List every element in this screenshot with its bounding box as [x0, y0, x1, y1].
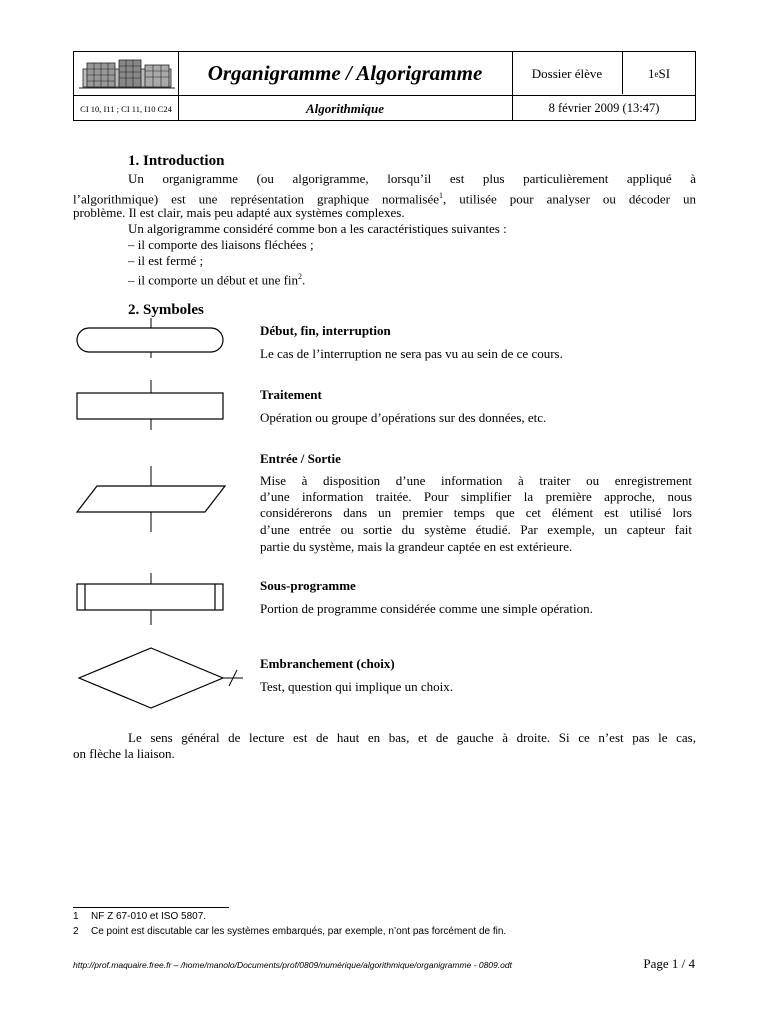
document-title: Organigramme / Algorigramme [207, 61, 483, 85]
symbol-desc-io-line: d’une entrée ou sortie du système étudié. Par exemple, un capteur fait [260, 522, 692, 537]
symbol-desc-process: Opération ou groupe d’opérations sur des données, etc. [260, 410, 547, 425]
footer-file-path: http://prof.maquaire.free.fr – /home/manolo/Documents/prof/0809/numérique/algorithmique/organigramme - 0809.odt [73, 960, 512, 970]
symbol-title-decision: Embranchement (choix) [260, 656, 395, 671]
criteria-item-1: – il comporte des liaisons fléchées ; [128, 237, 314, 252]
io-shape-icon [75, 466, 227, 532]
decision-shape-icon [75, 644, 245, 712]
symbol-title-process: Traitement [260, 387, 322, 402]
process-shape-icon [75, 380, 227, 430]
symbol-title-terminal: Début, fin, interruption [260, 323, 391, 338]
footnote-separator [73, 907, 229, 908]
footnote-1: 1 NF Z 67-010 et ISO 5807. [73, 911, 207, 922]
document-subtitle: Algorithmique [305, 100, 385, 116]
subprogram-shape-icon [75, 573, 227, 625]
intro-criteria: Un algorigramme considéré comme bon a les caractéristiques suivantes : [128, 221, 507, 236]
symbol-title-io: Entrée / Sortie [260, 451, 341, 466]
class-level: 1 e SI [647, 65, 671, 81]
ci-codes: CI 10, I11 ; CI 11, I10 C24 [80, 103, 172, 114]
document-date: 8 février 2009 (13:47) [548, 101, 660, 115]
criteria-item-2: – il est fermé ; [128, 253, 204, 268]
symbol-desc-io-line: d’une information traitée. Pour simplifier la première approche, nous [260, 489, 692, 504]
reading-direction-line-2: on flèche la liaison. [73, 746, 175, 761]
building-logo-icon [78, 56, 176, 92]
symbol-desc-io-line: partie du système, mais la grandeur captée en est extérieure. [260, 539, 573, 554]
symbol-title-subprogram: Sous-programme [260, 578, 356, 593]
page-number: Page 1 / 4 [643, 956, 695, 971]
symbol-desc-terminal: Le cas de l’interruption ne sera pas vu au sein de ce cours. [260, 346, 563, 361]
criteria-item-3: – il comporte un début et une fin$^2$. [128, 272, 306, 288]
section-heading-introduction: 1. Introduction [128, 153, 225, 169]
document-header [73, 51, 696, 121]
dossier-label: Dossier élève [531, 65, 603, 81]
reading-direction-line-1: Le sens général de lecture est de haut en bas, et de gauche à droite. Si ce n’est pas le cas, [128, 730, 696, 745]
symbol-desc-decision: Test, question qui implique un choix. [260, 679, 453, 694]
symbol-desc-io-line: Mise à disposition d’une information à traiter ou enregistrement [260, 473, 692, 488]
symbol-desc-subprogram: Portion de programme considérée comme une simple opération. [260, 601, 593, 616]
symbol-desc-io-line: considérerons dans un premier temps que cet élément est utilisé lors [260, 505, 692, 520]
footnote-2: 2 Ce point est discutable car les systèmes embarqués, par exemple, n’ont pas forcément de fin. [73, 926, 507, 937]
intro-line-1: Un organigramme (ou algorigramme, lorsqu’il est plus particulièrement appliqué à [128, 171, 696, 186]
section-heading-symboles: 2. Symboles [128, 302, 204, 318]
terminal-shape-icon [75, 318, 227, 358]
intro-line-2: l’algorithmique) est une représentation graphique normalisée$^1$, utilisée pour analyser ou décoder un [73, 191, 696, 207]
intro-line-3: problème. Il est clair, mais peu adapté aux systèmes complexes. [73, 205, 405, 220]
